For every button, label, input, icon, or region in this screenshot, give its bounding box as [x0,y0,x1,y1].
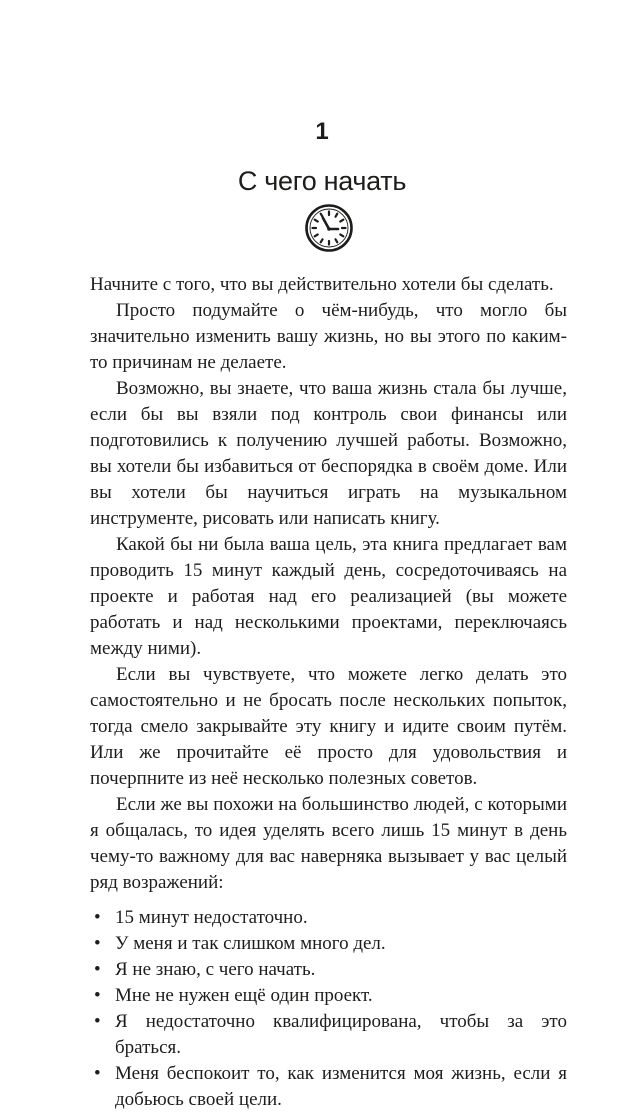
bullet: • [94,907,101,928]
clock-icon [304,203,354,253]
list-item [90,931,567,957]
bullet: • [94,1011,101,1032]
paragraph: Если вы чувствуете, что можете легко делать это самостоятельно и не бросать после нескольких попыток, тогда смело закрывайте эту книгу и идите своим путём. Или же прочитайте её просто для удовольствия и почерпните из неё несколько полезных советов. [90,664,567,789]
bullet: • [94,933,101,954]
list-item-text: Меня беспокоит то, как изменится моя жизнь, если я добьюсь своей цели. [115,1063,567,1110]
bullet: • [94,959,101,980]
list-item-text: Я не знаю, с чего начать. [115,959,316,980]
list-item-text: Я недостаточно квалифицирована, чтобы за это браться. [115,1011,567,1058]
paragraph: Начните с того, что вы действительно хотели бы сделать. [90,274,554,295]
objections-list [90,905,567,1113]
list-item-text: Мне не нужен ещё один проект. [115,985,373,1006]
paragraph: Просто подумайте о чём-нибудь, что могло бы значительно изменить вашу жизнь, но вы этого по каким-то причинам не делаете. [90,300,567,373]
bullet: • [94,1063,101,1084]
paragraph: Возможно, вы знаете, что ваша жизнь стала бы лучше, если бы вы взяли под контроль свои финансы или подготовились к получению лучшей работы. Возможно, вы хотели бы избавиться от беспорядка в своём доме. Или вы хотели бы научиться играть на музыкальном инструменте, рисовать или написать книгу. [90,378,567,529]
list-item [90,983,567,1009]
list-item [90,905,567,931]
paragraph: Если же вы похожи на большинство людей, с которыми я общалась, то идея уделять всего лишь 15 минут в день чему-то важному для вас наверняка вызывает у вас целый ряд возражений: [90,794,567,893]
list-item-text: У меня и так слишком много дел. [115,933,386,954]
body-text [90,272,567,1113]
chapter-title: С чего начать [237,166,407,196]
list-item-text: 15 минут недостаточно. [115,907,308,928]
list-item [90,1009,567,1061]
paragraph: Какой бы ни была ваша цель, эта книга предлагает вам проводить 15 минут каждый день, сосредоточиваясь на проекте и работая над его реализацией (вы можете работать и над несколькими проектами, переключаясь между ними). [90,534,567,659]
chapter-number: 1 [315,118,329,145]
list-item [90,957,567,983]
list-item [90,1061,567,1113]
bullet: • [94,985,101,1006]
